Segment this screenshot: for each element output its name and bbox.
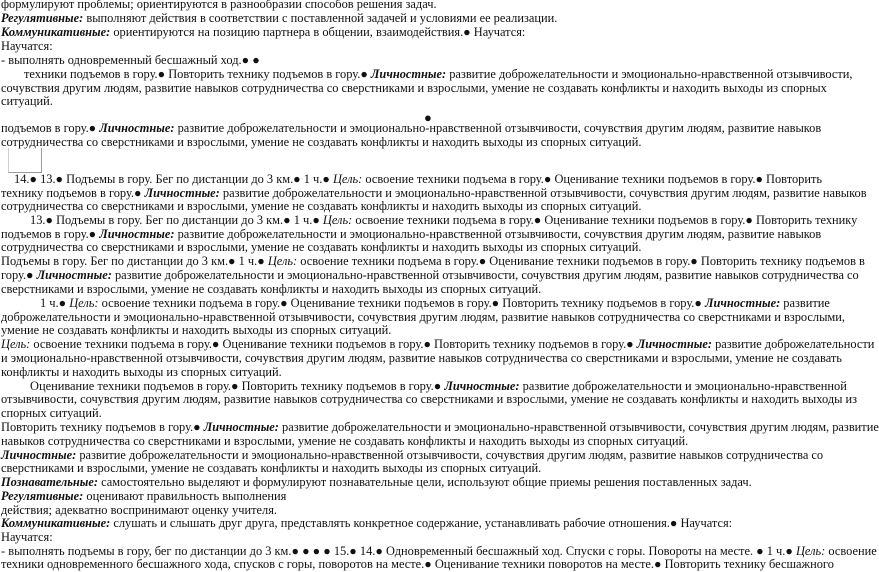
doc-line: ситуаций. [1,94,53,108]
doc-line: умение не создавать конфликты и находить выходы из спорных ситуаций. [1,323,392,337]
doc-line: подъемов в гору.● Личностные: развитие доброжелательности и эмоционально-нравственной отзывчивости, сочувствия другим людям, развитие навыков [1,121,822,135]
doc-line: Повторить технику подъемов в гору.● Личностные: развитие доброжелательности и эмоционально-нравственной отзывчивости, сочувствия другим людям, развитие [1,420,879,434]
doc-line: 13.● Подъемы в гору. Бег по дистанции до 3 км.● 1 ч.● Цель: освоение техники подъема в гору.● Оценивание техники подъемов в гору.● Повторить технику [30,213,858,227]
doc-line: доброжелательности и эмоционально-нравственной отзывчивости, сочувствия другим людям, развитие навыков сотрудничества со сверстниками и взрослыми, [1,310,845,324]
doc-line: Познавательные: самостоятельно выделяют и формулируют познавательные цели, используют общие приемы решения поставленных задач. [1,475,752,489]
doc-line: техники подъемов в гору.● Повторить технику подъемов в гору.● Личностные: развитие доброжелательности и эмоционально-нравственной отзывчивости, [24,67,853,81]
doc-line: сотрудничества со сверстниками и взрослыми, умение не создавать конфликты и находить выходы из спорных ситуаций. [1,135,642,149]
doc-line: сверстниками и взрослыми, умение не создавать конфликты и находить выходы из спорных ситуаций. [1,282,542,296]
doc-line: Цель: освоение техники подъема в гору.● Оценивание техники подъемов в гору.● Повторить технику подъемов в гору.● Личностные: развитие доброжелательности [1,337,875,351]
empty-table-cell [8,148,42,173]
doc-line: техники одновременного бесшажного хода, спусков с горы, поворотов на месте.● Оценивание техники поворотов на месте.● Повторить технику бесшажного [1,557,834,571]
doc-line: Коммуникативные: ориентируются на позицию партнера в общении, взаимодействия.● Научатся: [1,25,526,39]
doc-line: навыков сотрудничества со сверстниками и взрослыми, умение не создавать конфликты и находить выходы из спорных ситуаций. [1,434,689,448]
doc-line: Коммуникативные: слушать и слышать друг друга, представлять конкретное содержание, устанавливать рабочие отношения.● Научатся: [1,516,733,530]
doc-line: Научатся: [1,530,53,544]
doc-line: 14.● 13.● Подъемы в гору. Бег по дистанции до 3 км.● 1 ч.● Цель: освоение техники подъема в гору.● Оценивание техники подъемов в гору.● Повторить [14,172,823,186]
bullet-marker: ● [424,110,432,125]
doc-line: технику подъемов в гору.● Личностные: развитие доброжелательности и эмоционально-нравственной отзывчивости, сочувствия другим людям, развитие навыков [1,186,867,200]
doc-line: 1 ч.● Цель: освоение техники подъема в гору.● Оценивание техники подъемов в гору.● Повторить технику подъемов в гору.● Личностные: развитие [40,296,830,310]
doc-line: отзывчивости, сочувствия другим людям, развитие навыков сотрудничества со сверстниками и взрослыми, умение не создавать конфликты и находить выходы из [1,392,858,406]
doc-line: сотрудничества со сверстниками и взрослыми, умение не создавать конфликты и находить выходы из спорных ситуаций. [1,199,642,213]
doc-line: - выполнять подъемы в гору, бег по дистанции до 3 км.● ● ● ● 15.● 14.● Одновременный бесшажный ход. Спуски с горы. Повороты на месте. ● 1 ч.● Цель: освоение [1,544,877,558]
doc-line: и эмоционально-нравственной отзывчивости, сочувствия другим людям, развитие навыков сотрудничества со сверстниками и взрослыми, умение не создавать [1,351,842,365]
doc-line: сотрудничества со сверстниками и взрослыми, умение не создавать конфликты и находить выходы из спорных ситуаций. [1,240,642,254]
doc-line: формулируют проблемы; ориентируются в разнообразии способов решения задач. [1,0,437,11]
doc-line: Личностные: развитие доброжелательности и эмоционально-нравственной отзывчивости, сочувствия другим людям, развитие навыков сотрудничества со [1,448,824,462]
doc-line: гору.● Личностные: развитие доброжелательности и эмоционально-нравственной отзывчивости, сочувствия другим людям, развитие навыков сотрудничества со [1,268,859,282]
doc-line: Подъемы в гору. Бег по дистанции до 3 км.● 1 ч.● Цель: освоение техники подъема в гору.● Оценивание техники подъемов в гору.● Повторить технику подъемов в [1,254,865,268]
doc-line: Оценивание техники подъемов в гору.● Повторить технику подъемов в гору.● Личностные: развитие доброжелательности и эмоционально-нравственной [30,379,847,393]
doc-line: действия; адекватно воспринимают оценку учителя. [1,503,277,517]
doc-line: Регулятивные: оценивают правильность выполнения [1,489,287,503]
doc-line: Научатся: [1,39,53,53]
doc-line: - выполнять одновременный бесшажный ход.● ● [1,53,260,67]
doc-line: спорных ситуаций. [1,406,102,420]
doc-line: сверстниками и взрослыми, умение не создавать конфликты и находить выходы из спорных ситуаций. [1,461,542,475]
doc-line: Регулятивные: выполняют действия в соответствии с поставленной задачей и условиями ее реализации. [1,11,558,25]
doc-line: конфликты и находить выходы из спорных ситуаций. [1,365,282,379]
doc-line: подъемов в гору.● Личностные: развитие доброжелательности и эмоционально-нравственной отзывчивости, сочувствия другим людям, развитие навыков [1,227,822,241]
doc-line: сочувствия другим людям, развитие навыков сотрудничества со сверстниками и взрослыми, умение не создавать конфликты и находить выходы из спорных [1,81,827,95]
